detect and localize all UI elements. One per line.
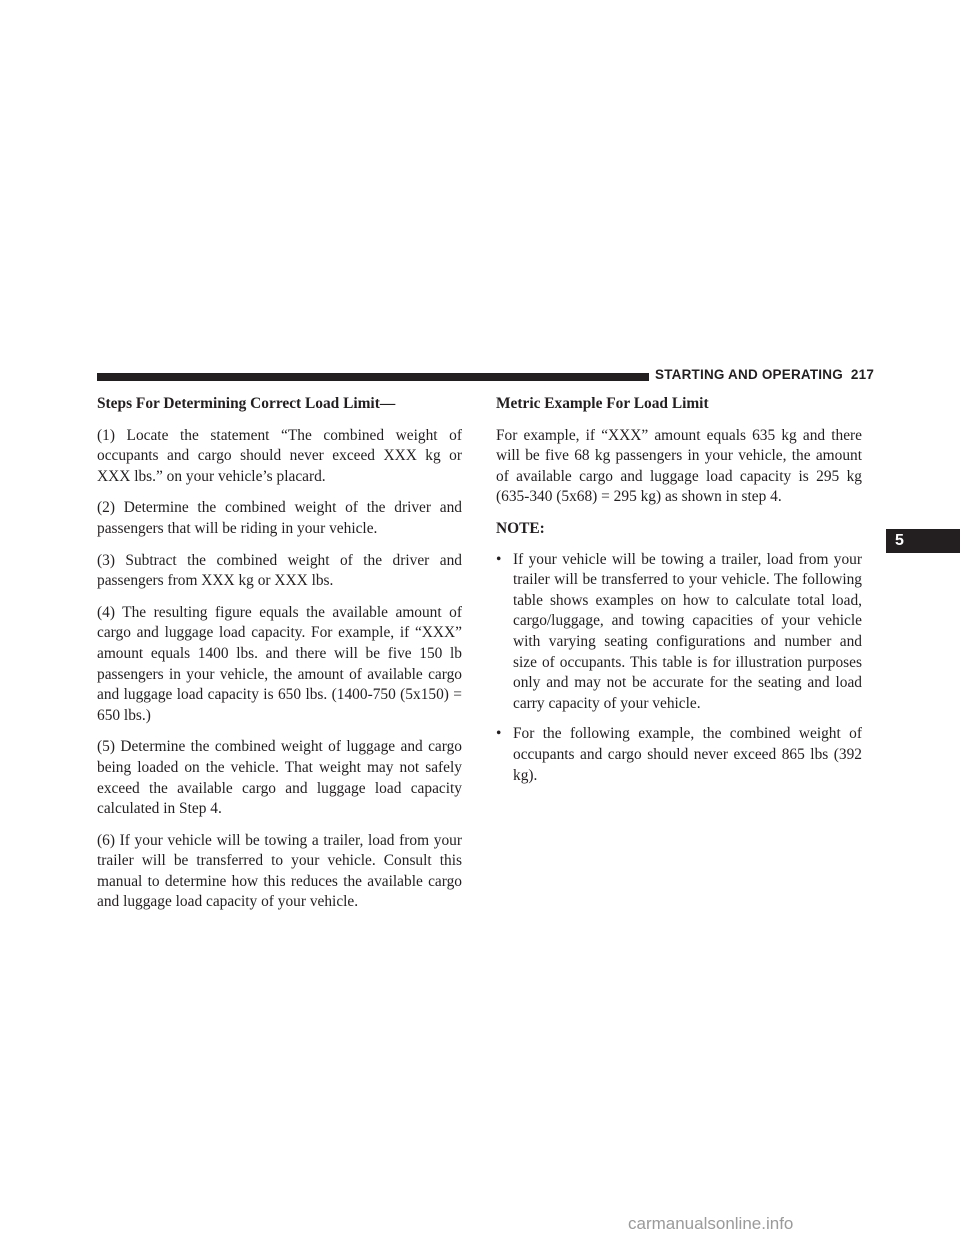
step-3-paragraph: (3) Subtract the combined weight of the driver and passengers from XXX kg or XXX lbs. bbox=[97, 551, 462, 590]
list-item bbox=[496, 724, 862, 786]
steps-heading: Steps For Determining Correct Load Limit— bbox=[97, 395, 396, 412]
note-label: NOTE: bbox=[496, 519, 545, 537]
right-column bbox=[496, 394, 862, 796]
chapter-tab[interactable]: 5 bbox=[886, 529, 960, 553]
bullet-text: For the following example, the combined weight of occupants and cargo should never exceed 865 lbs (392 kg). bbox=[513, 725, 862, 784]
step-6-paragraph: (6) If your vehicle will be towing a trailer, load from your trailer will be transferred to your vehicle. Consult this manual to determine how this reduces the available cargo and luggage load capacity of your vehicle. bbox=[97, 831, 462, 911]
step-5-paragraph: (5) Determine the combined weight of luggage and cargo being loaded on the vehicle. That weight may not safely exceed the available cargo and luggage load capacity calculated in Step 4. bbox=[97, 738, 462, 818]
step-2-paragraph: (2) Determine the combined weight of the driver and passengers that will be riding in your vehicle. bbox=[97, 499, 462, 537]
bullet-icon: • bbox=[496, 725, 502, 743]
metric-example-heading: Metric Example For Load Limit bbox=[496, 395, 709, 412]
bullet-icon: • bbox=[496, 550, 502, 568]
watermark-text: carmanualsonline.info bbox=[628, 1214, 794, 1233]
section-title: STARTING AND OPERATING bbox=[655, 367, 843, 382]
bullet-text: If your vehicle will be towing a trailer, load from your trailer will be transferred to your vehicle. The following table shows examples on how to calculate total load, cargo/luggage, and towing capacities of your vehicle with varying seating configurations and number and size of occupants. This table is for illustration purposes only and may not be accurate for the seating and load carry capacity of your vehicle. bbox=[513, 550, 862, 712]
left-column bbox=[97, 394, 462, 924]
list-item bbox=[496, 550, 862, 715]
step-1-paragraph: (1) Locate the statement “The combined weight of occupants and cargo should never exceed XXX kg or XXX lbs.” on your vehicle’s placard. bbox=[97, 426, 462, 485]
step-4-paragraph: (4) The resulting figure equals the available amount of cargo and luggage load capacity. For example, if “XXX” amount equals 1400 lbs. and there will be five 150 lb passengers in your vehicle, the amount of available cargo and luggage load capacity is 650 lbs. (1400-750 (5x150) = 650 lbs.) bbox=[97, 603, 462, 724]
page-number: 217 bbox=[850, 367, 875, 382]
header-rule bbox=[97, 373, 649, 381]
metric-example-paragraph: For example, if “XXX” amount equals 635 kg and there will be five 68 kg passengers in your vehicle, the amount of available cargo and luggage load capacity is 295 kg (635-340 (5x68) = 295 kg) as shown in step 4. bbox=[496, 426, 862, 506]
note-bullet-list bbox=[496, 550, 862, 787]
running-header bbox=[655, 367, 874, 382]
